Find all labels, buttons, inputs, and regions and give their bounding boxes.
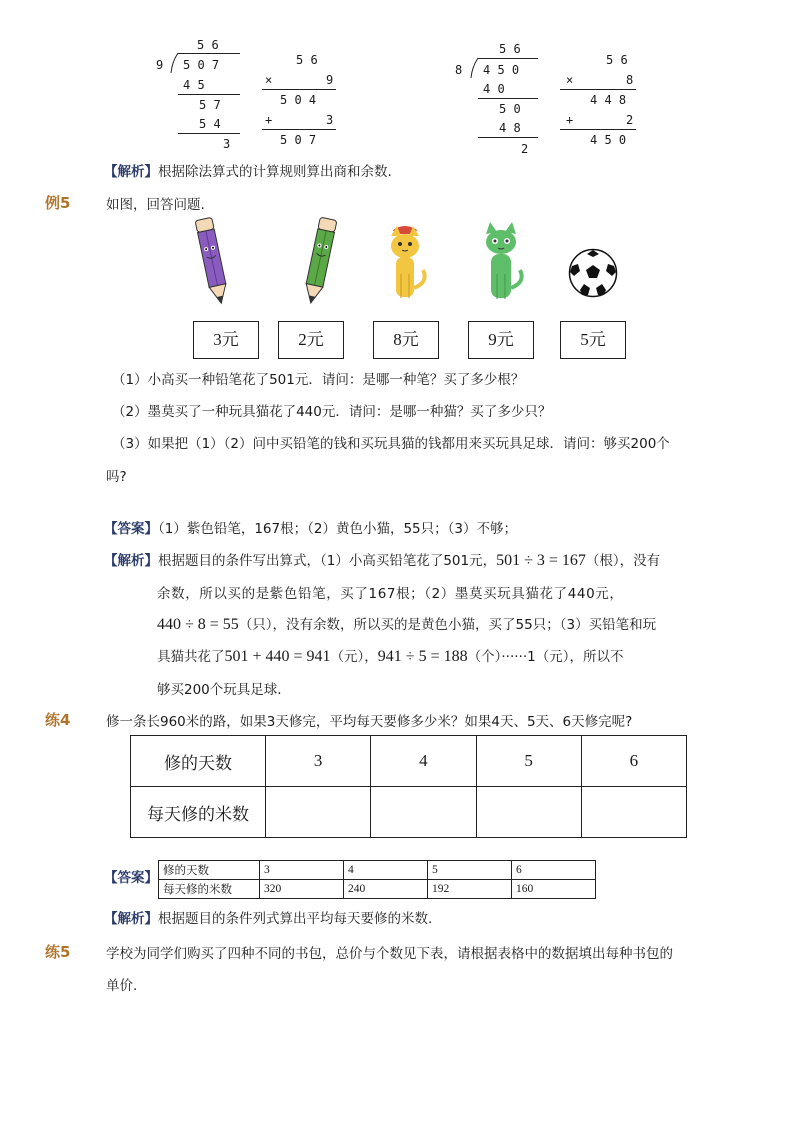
- example-label: 例5: [45, 194, 71, 212]
- division-bracket: [170, 52, 180, 74]
- times-sign: ×: [265, 73, 273, 87]
- analysis-1: [104, 160, 392, 180]
- text: 具猫共花了: [157, 649, 225, 665]
- question-3: （3）如果把（1）（2）问中买铅笔的钱和买玩具猫的钱都用来买玩具足球．请问：够买200个: [112, 436, 670, 452]
- text: （个）······1（元），所以不: [467, 649, 624, 665]
- question-3-cont: 吗?: [106, 469, 127, 485]
- step: 5 7: [199, 98, 221, 112]
- empty-cell[interactable]: [581, 787, 686, 838]
- table-cell: 6: [512, 861, 596, 880]
- row-head: 每天修的米数: [159, 880, 260, 899]
- question-1: （1）小高买一种铅笔花了501元．请问：是哪一种笔？买了多少根？: [112, 372, 525, 388]
- analysis-5-line3: [157, 613, 656, 634]
- analysis-tag: 【解析】: [104, 911, 158, 927]
- days-table: [130, 735, 687, 838]
- yellow-cat-icon: [385, 222, 433, 304]
- answer-text: （1）紫色铅笔，167根；（2）黄色小猫，55只；（3）不够；: [158, 521, 517, 537]
- remainder: 3: [223, 137, 231, 151]
- green-pencil-icon: [302, 216, 338, 308]
- step: 5 4: [199, 117, 221, 131]
- analysis-5-line4: [157, 645, 623, 666]
- table-row: [131, 736, 687, 787]
- equation: 501 ÷ 3 = 167: [496, 552, 586, 569]
- step: 5 0: [499, 102, 521, 116]
- step: 4 5: [183, 78, 205, 92]
- answer-5: [104, 517, 517, 537]
- analysis-text: 根据除法算式的计算规则算出商和余数.: [158, 164, 392, 180]
- answer-table: [158, 860, 596, 899]
- practice-4-question: 修一条长960米的路，如果3天修完，平均每天要修多少米？如果4天、5天、6天修完呢?: [106, 714, 633, 730]
- table-cell: 160: [512, 880, 596, 899]
- table-cell: 3: [260, 861, 344, 880]
- product: 5 0 4: [280, 93, 317, 107]
- remainder: 2: [521, 142, 529, 156]
- operand: 9: [326, 73, 334, 87]
- table-cell: 192: [428, 880, 512, 899]
- result: 4 5 0: [590, 133, 627, 147]
- answer-tag: 【答案】: [104, 870, 158, 886]
- analysis-text: 根据题目的条件列式算出平均每天要修的米数.: [158, 911, 433, 927]
- analysis-tag: 【解析】: [104, 553, 158, 569]
- divisor: 9: [156, 58, 164, 72]
- analysis-4: [104, 907, 432, 927]
- table-row: [159, 861, 596, 880]
- table-row: [159, 880, 596, 899]
- quotient: 5 6: [197, 38, 219, 52]
- step: 4 8: [499, 121, 521, 135]
- divisor: 8: [455, 63, 463, 77]
- price-box: 8元: [373, 321, 439, 359]
- table-cell: 6: [581, 736, 686, 787]
- operand: 5 6: [606, 53, 628, 67]
- price-box: 2元: [278, 321, 344, 359]
- answer-tag: 【答案】: [104, 521, 158, 537]
- dividend: 4 5 0: [483, 63, 520, 77]
- empty-cell[interactable]: [371, 787, 476, 838]
- operand: 3: [326, 113, 334, 127]
- result: 5 0 7: [280, 133, 317, 147]
- plus-sign: +: [566, 113, 574, 127]
- analysis-5-line1: [104, 549, 660, 570]
- practice-4-label: 练4: [45, 711, 71, 729]
- plus-sign: +: [265, 113, 273, 127]
- analysis-5-line2: 余数，所以买的是紫色铅笔，买了167根；（2）墨莫买玩具猫花了440元，: [157, 586, 624, 602]
- text: （元），: [330, 649, 378, 665]
- text: （根），没有: [585, 553, 661, 569]
- empty-cell[interactable]: [266, 787, 371, 838]
- price-box: 3元: [193, 321, 259, 359]
- question-2: （2）墨莫买了一种玩具猫花了440元．请问：是哪一种猫？买了多少只？: [112, 404, 552, 420]
- analysis-5-line5: 够买200个玩具足球.: [157, 682, 282, 698]
- times-sign: ×: [566, 73, 574, 87]
- row-head: 每天修的米数: [131, 787, 266, 838]
- row-head: 修的天数: [131, 736, 266, 787]
- dividend: 5 0 7: [183, 58, 220, 72]
- operand: 5 6: [296, 53, 318, 67]
- text: （只），没有余数，所以买的是黄色小猫，买了55只；（3）买铅笔和玩: [238, 617, 657, 633]
- table-cell: 4: [344, 861, 428, 880]
- table-cell: 240: [344, 880, 428, 899]
- text: 根据题目的条件写出算式，（1）小高买铅笔花了501元，: [158, 553, 497, 569]
- practice-5-label: 练5: [45, 943, 71, 961]
- practice-5-line2: 单价.: [106, 978, 138, 994]
- operand: 2: [626, 113, 634, 127]
- equation: 440 ÷ 8 = 55: [157, 616, 239, 633]
- example-question: 如图，回答问题.: [106, 197, 205, 213]
- green-cat-icon: [480, 220, 530, 304]
- operand: 8: [626, 73, 634, 87]
- table-cell: 5: [476, 736, 581, 787]
- table-row: [131, 787, 687, 838]
- step: 4 0: [483, 82, 505, 96]
- practice-5-line1: 学校为同学们购买了四种不同的书包，总价与个数见下表，请根据表格中的数据填出每种书包的: [106, 946, 673, 962]
- division-bracket: [470, 57, 480, 79]
- table-cell: 5: [428, 861, 512, 880]
- quotient: 5 6: [499, 42, 521, 56]
- price-box: 5元: [560, 321, 626, 359]
- empty-cell[interactable]: [476, 787, 581, 838]
- row-head: 修的天数: [159, 861, 260, 880]
- table-cell: 3: [266, 736, 371, 787]
- price-box: 9元: [468, 321, 534, 359]
- analysis-tag: 【解析】: [104, 164, 158, 180]
- table-cell: 320: [260, 880, 344, 899]
- table-cell: 4: [371, 736, 476, 787]
- product: 4 4 8: [590, 93, 627, 107]
- soccer-ball-icon: [568, 248, 618, 298]
- equation: 501 + 440 = 941: [224, 648, 331, 665]
- purple-pencil-icon: [195, 216, 231, 308]
- equation: 941 ÷ 5 = 188: [377, 648, 468, 665]
